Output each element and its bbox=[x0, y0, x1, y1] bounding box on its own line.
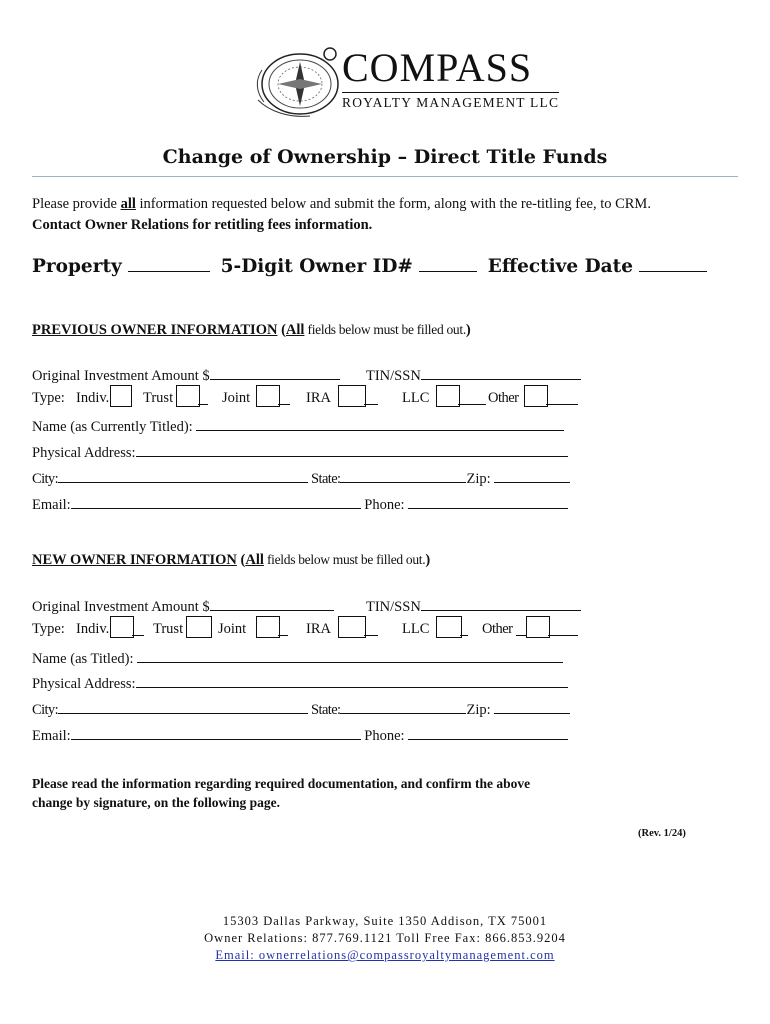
intro-pre: Please provide bbox=[32, 196, 121, 212]
new-tin-field[interactable] bbox=[421, 596, 581, 611]
new-phone-field[interactable] bbox=[408, 725, 568, 740]
page-title: Change of Ownership – Direct Title Funds bbox=[162, 146, 608, 168]
intro-text bbox=[32, 196, 651, 213]
property-field[interactable] bbox=[128, 257, 210, 272]
new-type-indiv-label: Indiv. bbox=[76, 621, 110, 637]
new-other-underline bbox=[548, 635, 578, 636]
prev-email-row bbox=[32, 494, 568, 514]
new-investment-row bbox=[32, 596, 334, 616]
prev-zip-field[interactable] bbox=[494, 468, 570, 483]
footer-email-wrap bbox=[0, 948, 770, 963]
intro-emphasis: all bbox=[120, 196, 136, 212]
prev-name-row bbox=[32, 416, 564, 436]
closing-line-1: Please read the information regarding required documentation, and confirm the above bbox=[32, 776, 531, 791]
prev-trust-underline bbox=[198, 404, 208, 405]
new-type-trust-checkbox[interactable] bbox=[186, 616, 212, 638]
new-investment-label: Original Investment Amount $ bbox=[32, 599, 210, 615]
prev-type-label: Type: bbox=[32, 390, 65, 406]
new-investment-field[interactable] bbox=[210, 596, 334, 611]
new-city-field[interactable] bbox=[58, 699, 308, 714]
prev-address-row bbox=[32, 442, 568, 462]
prev-city-field[interactable] bbox=[58, 468, 308, 483]
prev-type-joint-checkbox[interactable] bbox=[256, 385, 280, 407]
prev-type-ira-checkbox[interactable] bbox=[338, 385, 366, 407]
company-logo bbox=[250, 40, 560, 120]
prev-state-field[interactable] bbox=[340, 468, 466, 483]
new-type-joint-checkbox[interactable] bbox=[256, 616, 280, 638]
new-address-label: Physical Address: bbox=[32, 676, 136, 692]
new-name-row bbox=[32, 648, 563, 668]
new-zip-label: Zip: bbox=[466, 702, 491, 718]
new-type-ira-checkbox[interactable] bbox=[338, 616, 366, 638]
prev-type-indiv-checkbox[interactable] bbox=[110, 385, 132, 407]
brand-name: COMPASS bbox=[342, 45, 533, 90]
previous-owner-heading: PREVIOUS OWNER INFORMATION (All fields below must be filled out.) bbox=[32, 322, 471, 338]
prev-type-other-checkbox[interactable] bbox=[524, 385, 548, 407]
new-city-label: City: bbox=[32, 702, 59, 718]
prev-phone-label: Phone: bbox=[364, 497, 405, 513]
property-label: Property bbox=[32, 256, 122, 277]
footer-email-link[interactable]: Email: ownerrelations@compassroyaltymanagement.com bbox=[215, 948, 555, 962]
new-joint-underline bbox=[278, 635, 288, 636]
contact-note: Contact Owner Relations for retitling fees information. bbox=[32, 217, 373, 233]
new-type-joint-label: Joint bbox=[218, 621, 247, 637]
effective-date-label: Effective Date bbox=[487, 256, 633, 277]
brand-tagline: ROYALTY MANAGEMENT LLC bbox=[342, 92, 559, 111]
new-city-row bbox=[32, 699, 570, 719]
new-state-label: State: bbox=[311, 702, 341, 718]
new-type-ira-label: IRA bbox=[306, 621, 331, 637]
new-name-field[interactable] bbox=[137, 648, 563, 663]
prev-city-label: City: bbox=[32, 471, 59, 487]
prev-address-label: Physical Address: bbox=[32, 445, 136, 461]
footer-contact: Owner Relations: 877.769.1121 Toll Free Fax: 866.853.9204 bbox=[204, 931, 566, 945]
footer-address: 15303 Dallas Parkway, Suite 1350 Addison, TX 75001 bbox=[222, 914, 548, 928]
new-type-llc-checkbox[interactable] bbox=[436, 616, 462, 638]
prev-name-field[interactable] bbox=[196, 416, 564, 431]
prev-ira-underline bbox=[364, 404, 378, 405]
headline-fields bbox=[32, 256, 707, 277]
new-indiv-underline bbox=[132, 635, 144, 636]
new-email-label: Email: bbox=[32, 728, 71, 744]
new-type-trust-label: Trust bbox=[153, 621, 184, 637]
effective-date-field[interactable] bbox=[639, 257, 707, 272]
prev-city-row bbox=[32, 468, 570, 488]
new-phone-label: Phone: bbox=[364, 728, 405, 744]
prev-joint-underline bbox=[278, 404, 290, 405]
prev-name-label: Name (as Currently Titled): bbox=[32, 419, 193, 435]
prev-type-joint-label: Joint bbox=[222, 390, 251, 406]
owner-id-label: 5-Digit Owner ID# bbox=[220, 256, 413, 277]
owner-id-field[interactable] bbox=[419, 257, 477, 272]
prev-zip-label: Zip: bbox=[466, 471, 491, 487]
prev-llc-underline bbox=[458, 404, 486, 405]
new-owner-heading: NEW OWNER INFORMATION (All fields below must be filled out.) bbox=[32, 552, 431, 568]
new-type-llc-label: LLC bbox=[402, 621, 430, 637]
new-email-field[interactable] bbox=[71, 725, 361, 740]
prev-email-field[interactable] bbox=[71, 494, 361, 509]
prev-type-trust-checkbox[interactable] bbox=[176, 385, 200, 407]
prev-email-label: Email: bbox=[32, 497, 71, 513]
title-divider bbox=[32, 176, 738, 177]
prev-investment-row bbox=[32, 365, 340, 385]
new-type-other-label: Other bbox=[482, 621, 513, 637]
new-other-pre-underline bbox=[516, 635, 526, 636]
prev-investment-field[interactable] bbox=[210, 365, 340, 380]
new-type-other-checkbox[interactable] bbox=[526, 616, 550, 638]
new-ira-underline bbox=[364, 635, 378, 636]
prev-type-trust-label: Trust bbox=[143, 390, 174, 406]
compass-icon bbox=[250, 40, 345, 120]
revision-note: (Rev. 1/24) bbox=[638, 828, 686, 839]
prev-tin-field[interactable] bbox=[421, 365, 581, 380]
new-address-field[interactable] bbox=[136, 673, 568, 688]
new-tin-row bbox=[366, 596, 581, 616]
prev-type-other-label: Other bbox=[488, 390, 519, 406]
new-type-indiv-checkbox[interactable] bbox=[110, 616, 134, 638]
new-state-field[interactable] bbox=[340, 699, 466, 714]
new-name-label: Name (as Titled): bbox=[32, 651, 134, 667]
prev-type-ira-label: IRA bbox=[306, 390, 331, 406]
new-zip-field[interactable] bbox=[494, 699, 570, 714]
prev-type-llc-label: LLC bbox=[402, 390, 430, 406]
prev-investment-label: Original Investment Amount $ bbox=[32, 368, 210, 384]
prev-tin-label: TIN/SSN bbox=[366, 368, 421, 384]
intro-post: information requested below and submit the form, along with the re-titling fee, to CRM. bbox=[135, 196, 651, 212]
prev-address-field[interactable] bbox=[136, 442, 568, 457]
prev-type-llc-checkbox[interactable] bbox=[436, 385, 460, 407]
prev-state-label: State: bbox=[311, 471, 341, 487]
new-tin-label: TIN/SSN bbox=[366, 599, 421, 615]
new-email-row bbox=[32, 725, 568, 745]
new-address-row bbox=[32, 673, 568, 693]
prev-phone-field[interactable] bbox=[408, 494, 568, 509]
new-type-label: Type: bbox=[32, 621, 65, 637]
prev-tin-row bbox=[366, 365, 581, 385]
new-llc-underline bbox=[460, 635, 468, 636]
prev-type-indiv-label: Indiv. bbox=[76, 390, 110, 406]
closing-line-2: change by signature, on the following page. bbox=[32, 795, 281, 810]
prev-other-underline bbox=[546, 404, 578, 405]
